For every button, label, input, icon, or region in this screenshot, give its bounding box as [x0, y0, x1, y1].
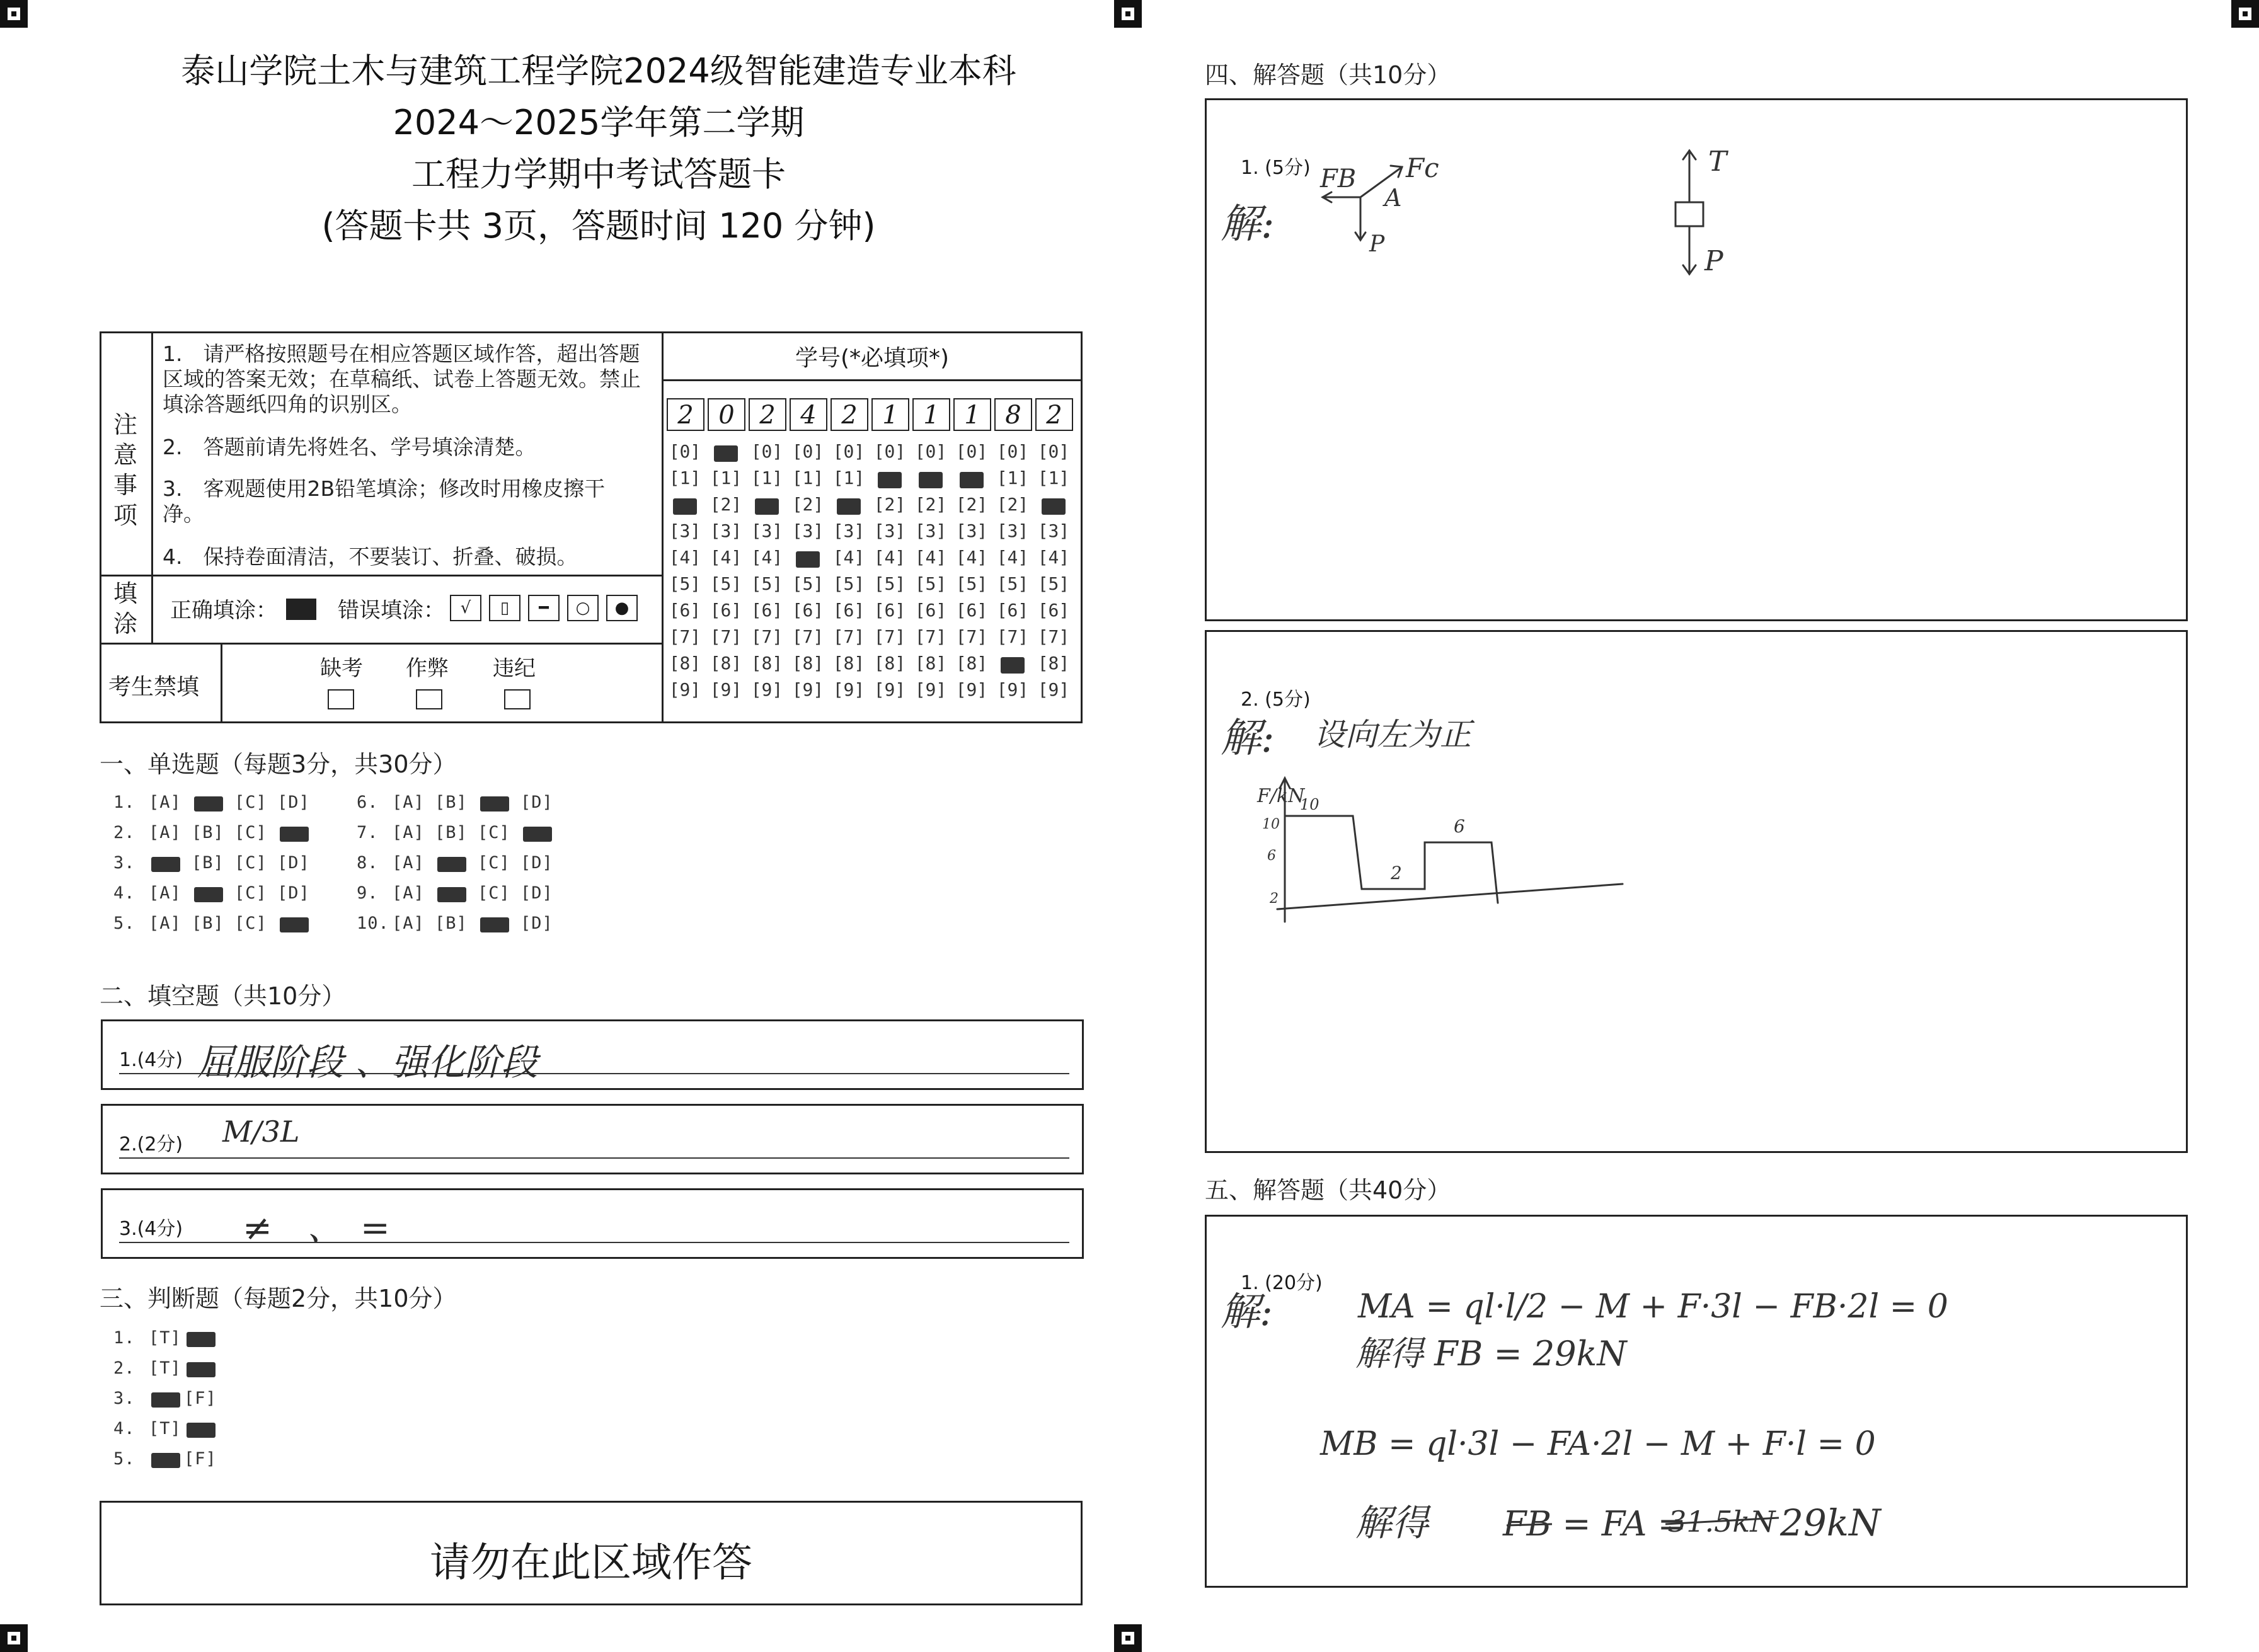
- tf-option-t[interactable]: [T]: [149, 1419, 181, 1438]
- no-answer-zone: [100, 1501, 1083, 1605]
- id-bubble-col1-5[interactable]: [5]: [669, 573, 701, 594]
- id-bubble-col3-0[interactable]: [0]: [750, 441, 783, 462]
- mc-question-5: [113, 914, 320, 933]
- id-bubble-col2-1[interactable]: [1]: [710, 467, 742, 488]
- id-bubble-col7-1[interactable]: [911, 467, 950, 488]
- id-bubble-col4-3[interactable]: [3]: [791, 520, 824, 541]
- id-bubble-col6-1[interactable]: [870, 467, 909, 488]
- id-bubble-col9-7[interactable]: [7]: [996, 626, 1029, 647]
- q4-2-handwriting: [1207, 632, 2186, 1151]
- notice-item-1: 1. 请严格按照题号在相应答题区域作答，超出答题区域的答案无效；在草稿纸、试卷上答题无效。禁止填涂答题纸四角的识别区。: [163, 341, 641, 416]
- q4-2-jie: 解:: [1221, 715, 1275, 762]
- mc-question-number: 10.: [357, 914, 389, 933]
- id-bubble-col8-6[interactable]: [6]: [955, 600, 988, 621]
- id-bubble-col9-8[interactable]: [993, 653, 1032, 674]
- mc-question-2: [113, 823, 320, 842]
- id-bubble-col4-6[interactable]: [6]: [791, 600, 824, 621]
- id-bubble-col7-6[interactable]: [6]: [914, 600, 947, 621]
- id-bubble-col5-8[interactable]: [8]: [832, 653, 865, 674]
- student-id-digit-3[interactable]: 2: [749, 398, 786, 431]
- id-bubble-col7-2[interactable]: [2]: [914, 494, 947, 515]
- id-bubble-col2-9[interactable]: [9]: [710, 679, 742, 700]
- id-bubble-col10-1[interactable]: [1]: [1037, 467, 1070, 488]
- wrong-mark-bar: ▯: [489, 595, 520, 621]
- mc-option-d[interactable]: [D]: [520, 914, 553, 933]
- id-bubble-col4-4[interactable]: [788, 547, 827, 568]
- id-bubble-col9-9[interactable]: [9]: [996, 679, 1029, 700]
- mc-question-number: 7.: [357, 823, 379, 842]
- tf-question-number: 3.: [113, 1389, 135, 1408]
- exam-title-line4: (答题卡共 3页，答题时间 120 分钟): [321, 206, 876, 246]
- id-bubble-col4-5[interactable]: [5]: [791, 573, 824, 594]
- tf-question-4: [113, 1419, 219, 1438]
- mc-option-c[interactable]: [478, 793, 520, 812]
- mc-option-c[interactable]: [C]: [234, 793, 267, 812]
- tick-label-10: 10: [1262, 817, 1280, 832]
- id-bubble-col6-8[interactable]: [8]: [873, 653, 906, 674]
- id-bubble-col10-0[interactable]: [0]: [1037, 441, 1070, 462]
- q5-1-label: 1. (20分): [1241, 1272, 1323, 1294]
- id-bubble-col3-8[interactable]: [8]: [750, 653, 783, 674]
- fill-demo-label: 填涂: [113, 580, 137, 638]
- fill-label-2: 2.(2分): [119, 1133, 183, 1156]
- label-p2: P: [1704, 245, 1723, 277]
- id-bubble-col6-2[interactable]: [2]: [873, 494, 906, 515]
- id-bubble-col3-1[interactable]: [1]: [750, 467, 783, 488]
- id-bubble-col1-1[interactable]: [1]: [669, 467, 701, 488]
- id-bubble-col2-4[interactable]: [4]: [710, 547, 742, 568]
- id-bubble-col3-5[interactable]: [5]: [750, 573, 783, 594]
- tf-option-f[interactable]: [F]: [184, 1449, 217, 1469]
- student-id-digit-8[interactable]: 1: [953, 398, 991, 431]
- mc-question-number: 8.: [357, 853, 379, 873]
- mc-option-b[interactable]: [435, 883, 478, 903]
- id-bubble-col10-6[interactable]: [6]: [1037, 600, 1070, 621]
- tf-question-number: 2.: [113, 1358, 135, 1378]
- id-bubble-col2-8[interactable]: [8]: [710, 653, 742, 674]
- mc-option-c[interactable]: [C]: [478, 853, 510, 873]
- tick-label-2: 2: [1270, 891, 1279, 907]
- fill-answer-1[interactable]: [101, 1019, 1084, 1090]
- mc-option-b[interactable]: [192, 793, 234, 812]
- tf-option-f[interactable]: [184, 1328, 219, 1348]
- id-bubble-col6-9[interactable]: [9]: [873, 679, 906, 700]
- label-a: A: [1384, 184, 1402, 212]
- mc-option-b[interactable]: [B]: [435, 823, 468, 842]
- id-bubble-col1-2[interactable]: [665, 494, 704, 515]
- fill-label-1: 1.(4分): [119, 1049, 183, 1071]
- forbidden-box-absent[interactable]: [328, 689, 354, 709]
- id-bubble-col5-6[interactable]: [6]: [832, 600, 865, 621]
- mc-option-b[interactable]: [B]: [435, 914, 468, 933]
- mc-option-d[interactable]: [D]: [277, 853, 310, 873]
- id-bubble-col1-4[interactable]: [4]: [669, 547, 701, 568]
- student-id-digit-1[interactable]: 2: [667, 398, 704, 431]
- id-bubble-col2-5[interactable]: [5]: [710, 573, 742, 594]
- mc-question-number: 9.: [357, 883, 379, 903]
- id-bubble-col10-5[interactable]: [5]: [1037, 573, 1070, 594]
- tf-option-t[interactable]: [149, 1449, 184, 1469]
- id-bubble-col4-2[interactable]: [2]: [791, 494, 824, 515]
- mc-option-b[interactable]: [435, 853, 478, 873]
- mc-option-d[interactable]: [D]: [520, 853, 553, 873]
- id-bubble-col1-8[interactable]: [8]: [669, 653, 701, 674]
- mc-question-number: 6.: [357, 793, 379, 812]
- q5-1-result2-prefix: 解得: [1355, 1501, 1429, 1544]
- q5-1-final-value: 29kN: [1780, 1501, 1881, 1544]
- id-bubble-col1-9[interactable]: [9]: [669, 679, 701, 700]
- forbidden-label: 考生禁填: [108, 674, 200, 700]
- mc-question-number: 5.: [113, 914, 135, 933]
- id-bubble-col8-9[interactable]: [9]: [955, 679, 988, 700]
- mc-option-d[interactable]: [D]: [520, 793, 553, 812]
- student-id-digit-10[interactable]: 2: [1035, 398, 1073, 431]
- id-bubble-col3-7[interactable]: [7]: [750, 626, 783, 647]
- label-fc: Fc: [1406, 152, 1439, 183]
- id-bubble-col7-7[interactable]: [7]: [914, 626, 947, 647]
- id-bubble-col1-3[interactable]: [3]: [669, 520, 701, 541]
- q5-1-struck-value: 31.5kN: [1668, 1505, 1776, 1539]
- mc-option-c[interactable]: [C]: [234, 853, 267, 873]
- id-bubble-col4-9[interactable]: [9]: [791, 679, 824, 700]
- forbidden-option-absent: 缺考: [320, 656, 363, 681]
- mc-question-number: 4.: [113, 883, 135, 903]
- id-bubble-col8-0[interactable]: [0]: [955, 441, 988, 462]
- fill-handwriting-3: ≠ 、 =: [243, 1208, 390, 1249]
- mc-option-a[interactable]: [A]: [392, 883, 425, 903]
- student-id-label: 学号(*必填项*): [795, 345, 950, 371]
- forbidden-box-violation[interactable]: [504, 689, 531, 709]
- mc-option-b[interactable]: [B]: [192, 823, 224, 842]
- id-bubble-col6-0[interactable]: [0]: [873, 441, 906, 462]
- id-bubble-col1-7[interactable]: [7]: [669, 626, 701, 647]
- id-bubble-col10-2[interactable]: [1034, 494, 1073, 515]
- id-bubble-col6-7[interactable]: [7]: [873, 626, 906, 647]
- id-bubble-col10-7[interactable]: [7]: [1037, 626, 1070, 647]
- id-bubble-col8-5[interactable]: [5]: [955, 573, 988, 594]
- exam-title-line3: 工程力学期中考试答题卡: [411, 154, 786, 194]
- notice-label: 注意事项: [113, 411, 137, 529]
- exam-title-line2: 2024～2025学年第二学期: [393, 103, 805, 142]
- mc-option-d[interactable]: [D]: [277, 883, 310, 903]
- id-bubble-col8-8[interactable]: [8]: [955, 653, 988, 674]
- q5-1-jie: 解:: [1221, 1288, 1273, 1334]
- exam-title-line1: 泰山学院土木与建筑工程学院2024级智能建造专业本科: [181, 51, 1016, 91]
- id-bubble-col2-2[interactable]: [2]: [710, 494, 742, 515]
- wrong-mark-circle: ○: [567, 595, 599, 621]
- mc-option-a[interactable]: [A]: [392, 853, 425, 873]
- id-bubble-col9-5[interactable]: [5]: [996, 573, 1029, 594]
- mc-question-1: [113, 793, 320, 812]
- q5-1-eq2: MB = ql·3l − FA·2l − M + F·l = 0: [1320, 1425, 1876, 1463]
- mc-question-10: [357, 914, 563, 933]
- mc-option-d[interactable]: [D]: [277, 793, 310, 812]
- wrong-mark-dash: ━: [528, 595, 560, 621]
- graph-shear-line: [1285, 816, 1498, 903]
- mc-option-d[interactable]: [277, 914, 320, 933]
- id-bubble-col9-2[interactable]: [2]: [996, 494, 1029, 515]
- section1-title: 一、单选题（每题3分，共30分）: [100, 750, 457, 778]
- id-bubble-col4-7[interactable]: [7]: [791, 626, 824, 647]
- notice-item-3: 3. 客观题使用2B铅笔填涂；修改时用橡皮擦干净。: [163, 476, 606, 526]
- wrong-mark-check: √: [450, 595, 481, 621]
- mc-option-a[interactable]: [A]: [149, 914, 181, 933]
- section4-title: 四、解答题（共10分）: [1205, 61, 1451, 89]
- tf-question-1: [113, 1328, 219, 1348]
- q4-1-jie: 解:: [1221, 201, 1275, 248]
- q5-1-handwriting: [1207, 1217, 2186, 1586]
- mc-option-c[interactable]: [C]: [234, 823, 267, 842]
- section2-title: 二、填空题（共10分）: [100, 982, 346, 1010]
- answer-box-4-2[interactable]: [1205, 630, 2188, 1153]
- id-bubble-col6-4[interactable]: [4]: [873, 547, 906, 568]
- forbidden-option-violation: 违纪: [493, 656, 536, 681]
- tf-option-f[interactable]: [184, 1358, 219, 1378]
- tf-option-t[interactable]: [T]: [149, 1328, 181, 1348]
- no-answer-zone-text: 请勿在此区域作答: [430, 1540, 752, 1586]
- corner-mark-bottom-center: [1114, 1624, 1142, 1652]
- student-id-digit-4[interactable]: 4: [790, 398, 827, 431]
- id-bubble-col8-2[interactable]: [2]: [955, 494, 988, 515]
- id-bubble-col9-3[interactable]: [3]: [996, 520, 1029, 541]
- tf-option-f[interactable]: [F]: [184, 1389, 217, 1408]
- mc-option-c[interactable]: [C]: [234, 914, 267, 933]
- mc-option-d[interactable]: [520, 823, 563, 842]
- id-bubble-col3-9[interactable]: [9]: [750, 679, 783, 700]
- id-bubble-col2-0[interactable]: [706, 441, 745, 462]
- id-bubble-col1-6[interactable]: [6]: [669, 600, 701, 621]
- id-bubble-col6-6[interactable]: [6]: [873, 600, 906, 621]
- id-bubble-col3-4[interactable]: [4]: [750, 547, 783, 568]
- id-bubble-col3-6[interactable]: [6]: [750, 600, 783, 621]
- mc-question-8: [357, 853, 563, 873]
- mc-option-b[interactable]: [192, 883, 234, 903]
- id-bubble-col5-4[interactable]: [4]: [832, 547, 865, 568]
- id-bubble-col9-0[interactable]: [0]: [996, 441, 1029, 462]
- corner-mark-top-right: [2231, 0, 2259, 28]
- mc-option-c[interactable]: [C]: [478, 823, 510, 842]
- id-bubble-col5-0[interactable]: [0]: [832, 441, 865, 462]
- id-bubble-col9-4[interactable]: [4]: [996, 547, 1029, 568]
- answer-box-4-1[interactable]: [1205, 98, 2188, 621]
- id-bubble-col10-8[interactable]: [8]: [1037, 653, 1070, 674]
- corner-mark-top-left: [0, 0, 28, 28]
- id-bubble-col8-1[interactable]: [952, 467, 991, 488]
- id-bubble-col4-1[interactable]: [1]: [791, 467, 824, 488]
- graph-label-10-top: 10: [1300, 796, 1319, 813]
- tf-option-t[interactable]: [149, 1389, 184, 1408]
- id-bubble-col10-4[interactable]: [4]: [1037, 547, 1070, 568]
- id-bubble-col4-8[interactable]: [8]: [791, 653, 824, 674]
- q4-1-handwriting: [1207, 100, 2186, 619]
- block-body: [1676, 202, 1703, 226]
- id-bubble-col9-6[interactable]: [6]: [996, 600, 1029, 621]
- id-bubble-col7-0[interactable]: [0]: [914, 441, 947, 462]
- mc-option-a[interactable]: [A]: [149, 823, 181, 842]
- id-bubble-col10-9[interactable]: [9]: [1037, 679, 1070, 700]
- mc-question-number: 3.: [113, 853, 135, 873]
- id-bubble-col7-4[interactable]: [4]: [914, 547, 947, 568]
- id-bubble-col8-7[interactable]: [7]: [955, 626, 988, 647]
- fill-correct-sample: [286, 599, 316, 620]
- id-bubble-col7-5[interactable]: [5]: [914, 573, 947, 594]
- tf-question-3: [113, 1389, 219, 1408]
- section3-title: 三、判断题（每题2分，共10分）: [100, 1285, 457, 1312]
- id-bubble-col3-3[interactable]: [3]: [750, 520, 783, 541]
- id-bubble-col5-1[interactable]: [1]: [832, 467, 865, 488]
- tf-question-number: 4.: [113, 1419, 135, 1438]
- id-bubble-col2-3[interactable]: [3]: [710, 520, 742, 541]
- fill-handwriting-1: 屈服阶段 、强化阶段: [197, 1041, 538, 1084]
- student-id-digit-6[interactable]: 1: [871, 398, 909, 431]
- notice-item-2: 2. 答题前请先将姓名、学号填涂清楚。: [163, 435, 536, 459]
- id-bubble-col9-1[interactable]: [1]: [996, 467, 1029, 488]
- section5-title: 五、解答题（共40分）: [1205, 1176, 1451, 1204]
- segment-label-6: 6: [1454, 816, 1465, 837]
- student-id-digit-2[interactable]: 0: [708, 398, 745, 431]
- id-bubble-col1-0[interactable]: [0]: [669, 441, 701, 462]
- student-id-digit-7[interactable]: 1: [912, 398, 950, 431]
- graph-axis-label: F/kN: [1257, 785, 1305, 807]
- q5-1-result2-eq: FB = FA =: [1503, 1504, 1686, 1544]
- id-bubble-col2-7[interactable]: [7]: [710, 626, 742, 647]
- student-id-digit-9[interactable]: 8: [994, 398, 1032, 431]
- forbidden-box-cheat[interactable]: [416, 689, 442, 709]
- id-bubble-col8-4[interactable]: [4]: [955, 547, 988, 568]
- id-bubble-col2-6[interactable]: [6]: [710, 600, 742, 621]
- mc-option-b[interactable]: [B]: [435, 793, 468, 812]
- fill-correct-label: 正确填涂：: [170, 598, 277, 623]
- corner-mark-top-center: [1114, 0, 1142, 28]
- forbidden-option-cheat: 作弊: [406, 656, 449, 681]
- label-t: T: [1708, 146, 1727, 178]
- mc-question-number: 2.: [113, 823, 135, 842]
- id-bubble-col7-3[interactable]: [3]: [914, 520, 947, 541]
- mc-option-a[interactable]: [A]: [392, 823, 425, 842]
- mc-option-a[interactable]: [A]: [392, 914, 425, 933]
- mc-option-d[interactable]: [277, 823, 320, 842]
- tf-question-number: 5.: [113, 1449, 135, 1469]
- fill-answer-2[interactable]: [101, 1104, 1084, 1174]
- mc-option-c[interactable]: [478, 914, 520, 933]
- student-id-digit-5[interactable]: 2: [831, 398, 868, 431]
- id-bubble-col3-2[interactable]: [747, 494, 786, 515]
- mc-question-6: [357, 793, 563, 812]
- id-bubble-col6-5[interactable]: [5]: [873, 573, 906, 594]
- q5-1-eq1: MA = ql·l/2 − M + F·3l − FB·2l = 0: [1358, 1288, 1948, 1326]
- label-p1: P: [1369, 231, 1385, 257]
- segment-label-2: 2: [1391, 863, 1402, 883]
- mc-option-b[interactable]: [B]: [192, 914, 224, 933]
- mc-question-3: [113, 853, 320, 873]
- tf-question-number: 1.: [113, 1328, 135, 1348]
- label-fb: FB: [1320, 164, 1357, 193]
- id-bubble-col4-0[interactable]: [0]: [791, 441, 824, 462]
- mc-option-a[interactable]: [A]: [392, 793, 425, 812]
- notice-item-4: 4. 保持卷面清洁，不要装订、折叠、破损。: [163, 544, 578, 569]
- mc-option-b[interactable]: [B]: [192, 853, 224, 873]
- id-bubble-col5-3[interactable]: [3]: [832, 520, 865, 541]
- mc-option-d[interactable]: [D]: [520, 883, 553, 903]
- mc-question-7: [357, 823, 563, 842]
- q5-1-result1: 解得 FB = 29kN: [1355, 1334, 1627, 1374]
- id-bubble-col5-5[interactable]: [5]: [832, 573, 865, 594]
- mc-option-c[interactable]: [C]: [478, 883, 510, 903]
- mc-option-a[interactable]: [A]: [149, 793, 181, 812]
- corner-mark-bottom-left: [0, 1624, 28, 1652]
- tf-option-f[interactable]: [184, 1419, 219, 1438]
- id-bubble-col6-3[interactable]: [3]: [873, 520, 906, 541]
- graph-x-axis: [1277, 884, 1623, 909]
- tf-question-5: [113, 1449, 219, 1469]
- mc-option-a[interactable]: [A]: [149, 883, 181, 903]
- q4-2-note: 设向左为正: [1314, 716, 1471, 753]
- id-bubble-col7-8[interactable]: [8]: [914, 653, 947, 674]
- tf-question-2: [113, 1358, 219, 1378]
- fill-handwriting-2: M/3L: [222, 1115, 300, 1149]
- id-bubble-col5-2[interactable]: [829, 494, 868, 515]
- id-bubble-col7-9[interactable]: [9]: [914, 679, 947, 700]
- tf-option-t[interactable]: [T]: [149, 1358, 181, 1378]
- mc-question-9: [357, 883, 563, 903]
- q4-2-label: 2. (5分): [1241, 689, 1311, 711]
- mc-option-c[interactable]: [C]: [234, 883, 267, 903]
- id-bubble-col5-9[interactable]: [9]: [832, 679, 865, 700]
- mc-option-a[interactable]: [149, 853, 192, 873]
- id-bubble-col5-7[interactable]: [7]: [832, 626, 865, 647]
- wrong-mark-dot: ●: [606, 595, 638, 621]
- mc-question-4: [113, 883, 320, 903]
- mc-question-number: 1.: [113, 793, 135, 812]
- tick-label-6: 6: [1267, 848, 1276, 864]
- fill-wrong-samples: [450, 595, 638, 621]
- fill-wrong-label: 错误填涂：: [338, 598, 445, 623]
- answer-box-5-1[interactable]: [1205, 1215, 2188, 1588]
- strikethrough-fb: [1507, 1524, 1552, 1525]
- q4-1-label: 1. (5分): [1241, 157, 1311, 179]
- fill-answer-3[interactable]: [101, 1188, 1084, 1259]
- id-bubble-col8-3[interactable]: [3]: [955, 520, 988, 541]
- id-bubble-col10-3[interactable]: [3]: [1037, 520, 1070, 541]
- fill-label-3: 3.(4分): [119, 1218, 183, 1240]
